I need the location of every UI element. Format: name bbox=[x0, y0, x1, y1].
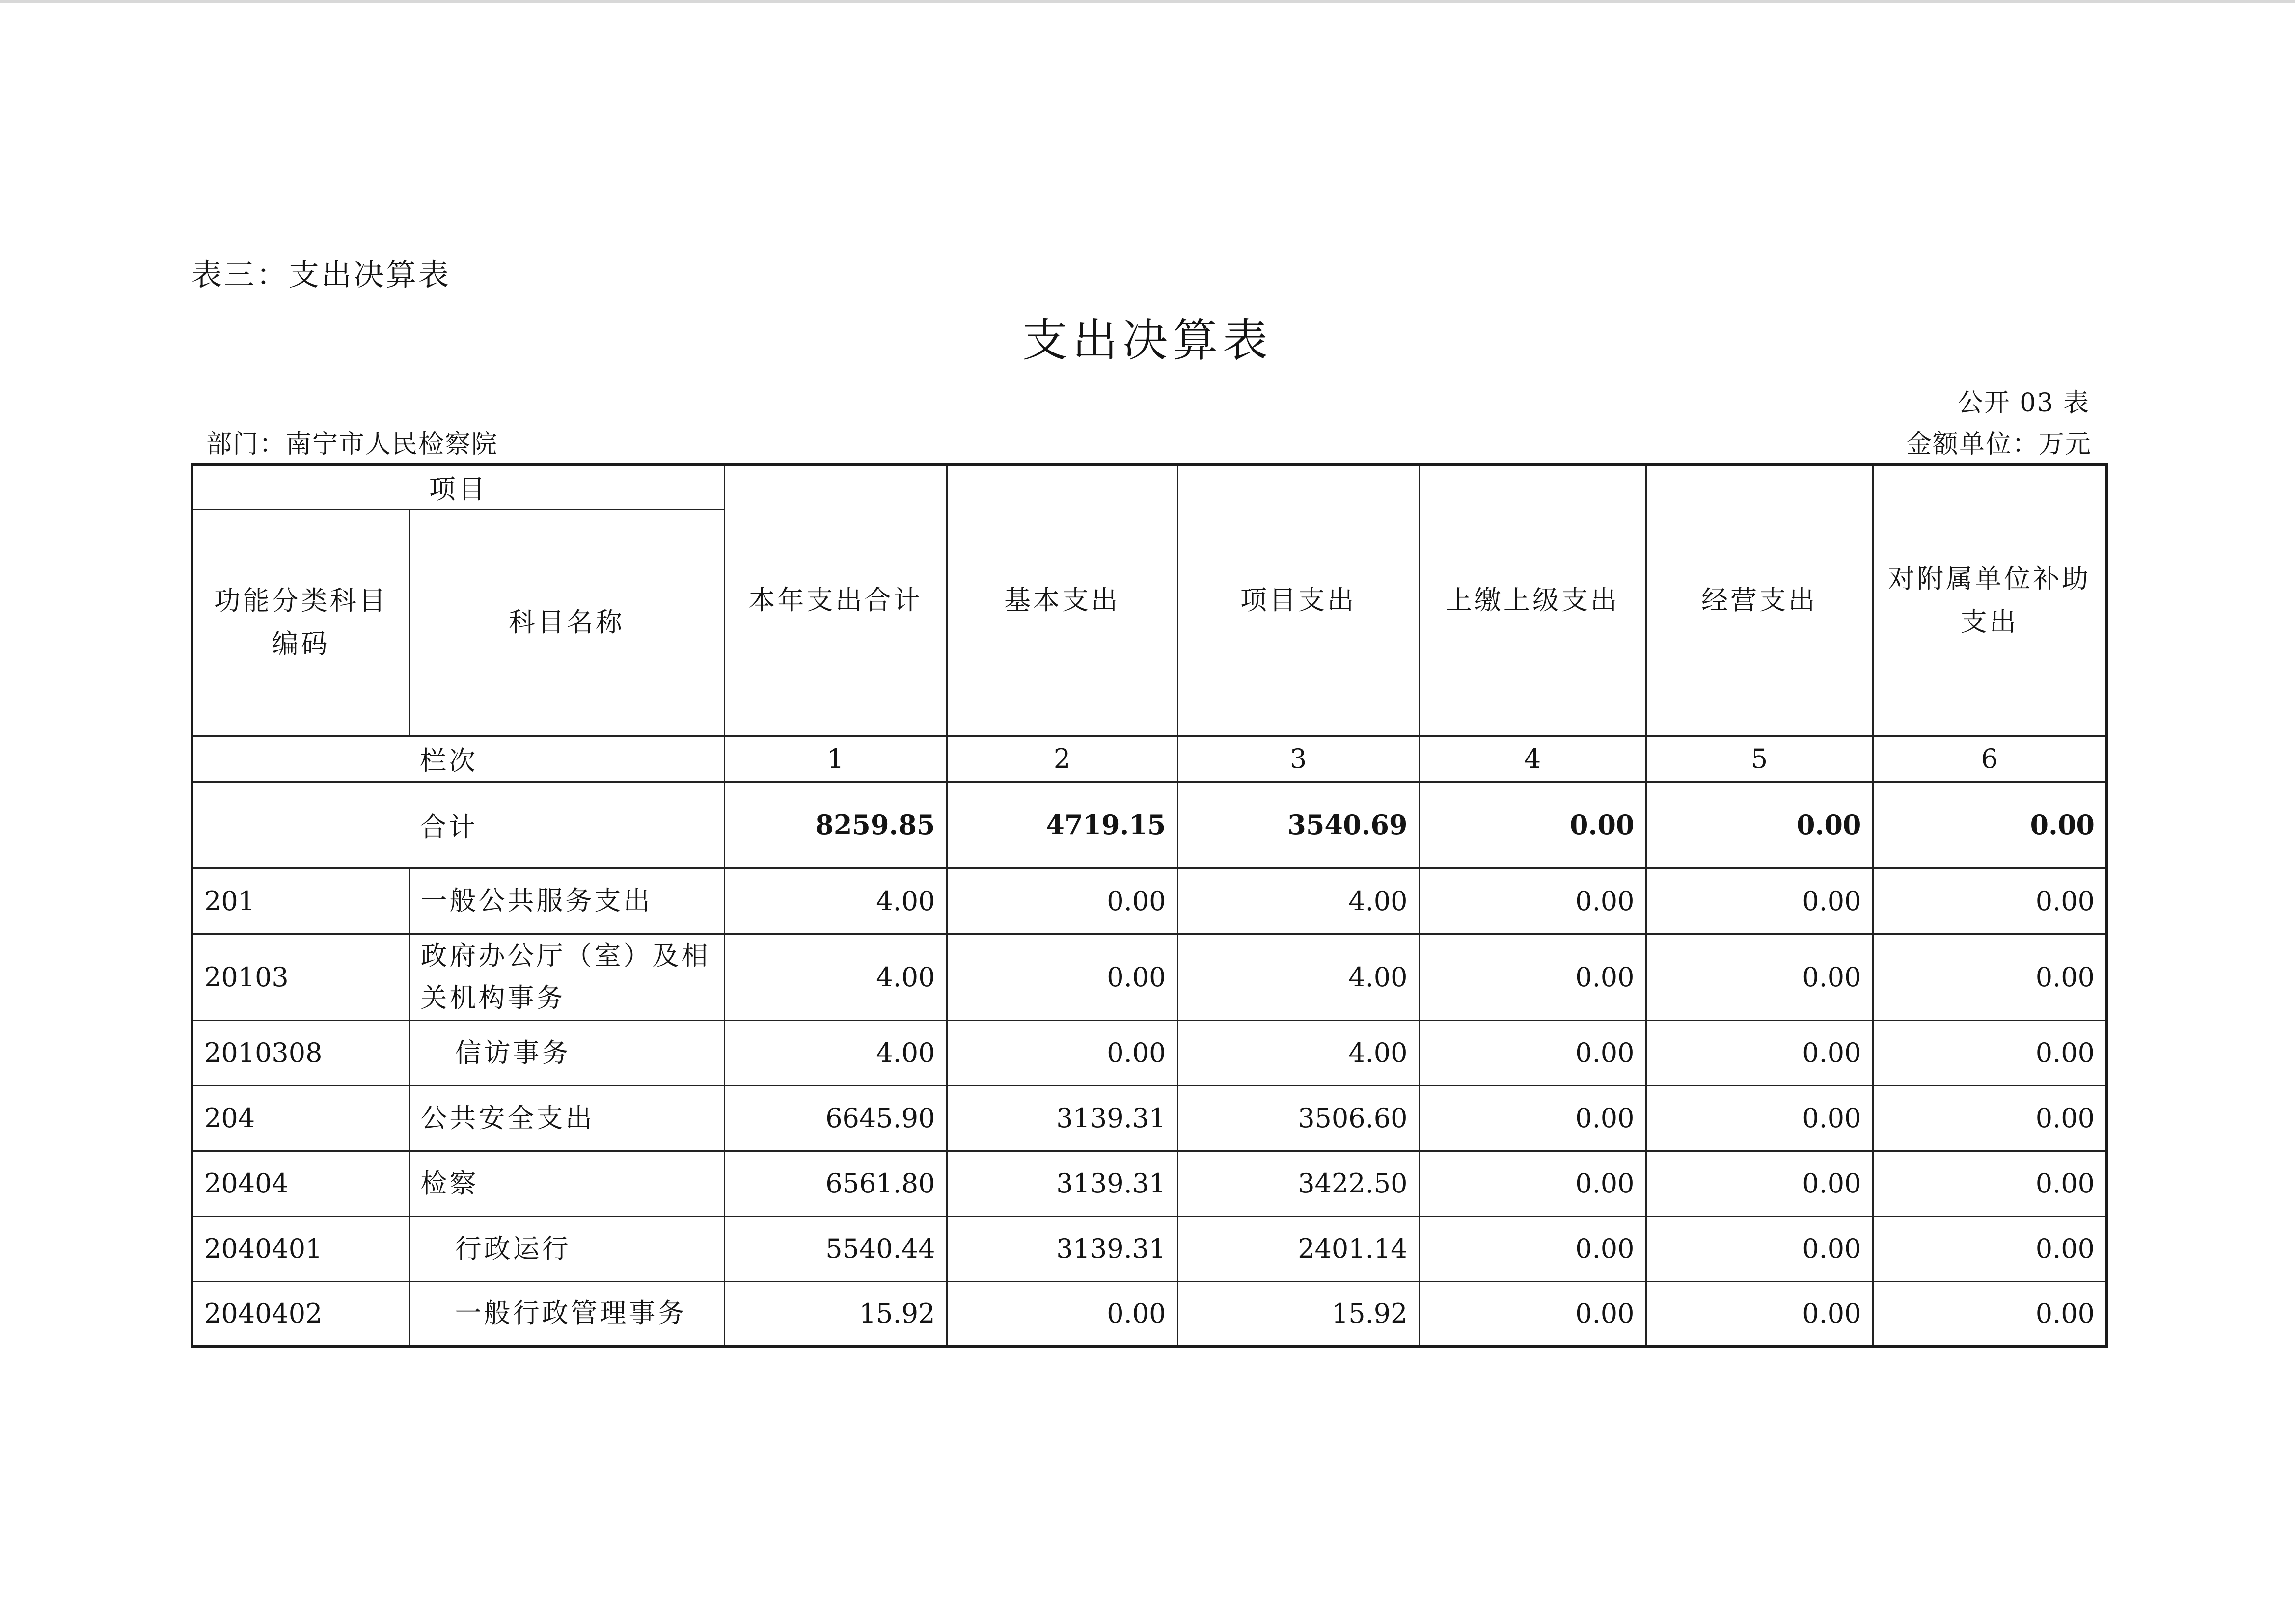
value-cell: 2401.14 bbox=[1177, 1216, 1419, 1281]
value-cell: 3139.31 bbox=[947, 1085, 1177, 1151]
scan-edge bbox=[0, 0, 2295, 3]
code-header: 功能分类科目编码 bbox=[192, 509, 409, 736]
value-cell: 0.00 bbox=[1419, 1085, 1646, 1151]
subject-name: 公共安全支出 bbox=[409, 1085, 724, 1151]
value-cell: 0.00 bbox=[1646, 1281, 1873, 1346]
subject-code: 2040402 bbox=[192, 1281, 409, 1346]
column-header-subsidiary: 对附属单位补助支出 bbox=[1873, 464, 2107, 736]
total-cell: 4719.15 bbox=[947, 782, 1177, 868]
value-cell: 0.00 bbox=[1873, 1020, 2107, 1085]
index-spacer bbox=[192, 736, 409, 782]
total-cell: 8259.85 bbox=[724, 782, 947, 868]
table-row bbox=[192, 1216, 2107, 1281]
value-cell: 4.00 bbox=[724, 934, 947, 1020]
value-cell: 0.00 bbox=[1419, 868, 1646, 934]
form-number: 公开 03 表 bbox=[1957, 388, 2090, 418]
value-cell: 0.00 bbox=[1646, 934, 1873, 1020]
subject-name: 行政运行 bbox=[409, 1216, 724, 1281]
value-cell: 6561.80 bbox=[724, 1151, 947, 1216]
value-cell: 0.00 bbox=[947, 868, 1177, 934]
subject-name: 信访事务 bbox=[409, 1020, 724, 1085]
value-cell: 0.00 bbox=[1873, 868, 2107, 934]
expenditure-table bbox=[191, 463, 2108, 1348]
value-cell: 4.00 bbox=[1177, 1020, 1419, 1085]
total-cell: 0.00 bbox=[1419, 782, 1646, 868]
subject-name: 一般行政管理事务 bbox=[409, 1281, 724, 1346]
index-row bbox=[192, 736, 2107, 782]
value-cell: 0.00 bbox=[1419, 1216, 1646, 1281]
total-row bbox=[192, 782, 2107, 868]
value-cell: 0.00 bbox=[947, 1020, 1177, 1085]
value-cell: 0.00 bbox=[947, 934, 1177, 1020]
value-cell: 4.00 bbox=[1177, 934, 1419, 1020]
page-title: 支出决算表 bbox=[1022, 314, 1273, 367]
index-cell: 2 bbox=[947, 736, 1177, 782]
value-cell: 0.00 bbox=[947, 1281, 1177, 1346]
subject-code: 20404 bbox=[192, 1151, 409, 1216]
value-cell: 0.00 bbox=[1646, 1151, 1873, 1216]
index-cell: 3 bbox=[1177, 736, 1419, 782]
amount-unit-label: 金额单位：万元 bbox=[1906, 430, 2092, 459]
subject-name: 一般公共服务支出 bbox=[409, 868, 724, 934]
total-spacer bbox=[192, 782, 409, 868]
value-cell: 3139.31 bbox=[947, 1216, 1177, 1281]
column-header-total: 本年支出合计 bbox=[724, 464, 947, 736]
value-cell: 0.00 bbox=[1873, 1216, 2107, 1281]
column-header-remit-upper: 上缴上级支出 bbox=[1419, 464, 1646, 736]
value-cell: 4.00 bbox=[724, 868, 947, 934]
value-cell: 0.00 bbox=[1873, 1151, 2107, 1216]
total-label: 合计 bbox=[409, 782, 724, 868]
value-cell: 0.00 bbox=[1646, 1020, 1873, 1085]
value-cell: 6645.90 bbox=[724, 1085, 947, 1151]
value-cell: 0.00 bbox=[1419, 1020, 1646, 1085]
subject-code: 204 bbox=[192, 1085, 409, 1151]
value-cell: 0.00 bbox=[1646, 1085, 1873, 1151]
index-cell: 5 bbox=[1646, 736, 1873, 782]
value-cell: 15.92 bbox=[1177, 1281, 1419, 1346]
table-row bbox=[192, 934, 2107, 1020]
column-header-business: 经营支出 bbox=[1646, 464, 1873, 736]
subject-code: 201 bbox=[192, 868, 409, 934]
value-cell: 0.00 bbox=[1873, 1085, 2107, 1151]
index-cell: 6 bbox=[1873, 736, 2107, 782]
value-cell: 0.00 bbox=[1419, 1281, 1646, 1346]
subject-code: 20103 bbox=[192, 934, 409, 1020]
total-cell: 3540.69 bbox=[1177, 782, 1419, 868]
value-cell: 4.00 bbox=[724, 1020, 947, 1085]
table-row bbox=[192, 1151, 2107, 1216]
index-cell: 1 bbox=[724, 736, 947, 782]
value-cell: 0.00 bbox=[1646, 868, 1873, 934]
header-row-project bbox=[192, 464, 2107, 509]
table-row bbox=[192, 1020, 2107, 1085]
value-cell: 0.00 bbox=[1646, 1216, 1873, 1281]
value-cell: 0.00 bbox=[1419, 934, 1646, 1020]
table-row bbox=[192, 868, 2107, 934]
total-cell: 0.00 bbox=[1646, 782, 1873, 868]
department-label: 部门：南宁市人民检察院 bbox=[206, 430, 498, 459]
value-cell: 3506.60 bbox=[1177, 1085, 1419, 1151]
value-cell: 4.00 bbox=[1177, 868, 1419, 934]
index-label: 栏次 bbox=[409, 736, 724, 782]
project-header: 项目 bbox=[192, 464, 724, 509]
column-header-project: 项目支出 bbox=[1177, 464, 1419, 736]
table-caption: 表三：支出决算表 bbox=[191, 257, 451, 293]
value-cell: 3422.50 bbox=[1177, 1151, 1419, 1216]
table-row bbox=[192, 1085, 2107, 1151]
subject-name: 检察 bbox=[409, 1151, 724, 1216]
total-cell: 0.00 bbox=[1873, 782, 2107, 868]
index-cell: 4 bbox=[1419, 736, 1646, 782]
value-cell: 5540.44 bbox=[724, 1216, 947, 1281]
value-cell: 15.92 bbox=[724, 1281, 947, 1346]
value-cell: 3139.31 bbox=[947, 1151, 1177, 1216]
subject-code: 2010308 bbox=[192, 1020, 409, 1085]
value-cell: 0.00 bbox=[1419, 1151, 1646, 1216]
column-header-basic: 基本支出 bbox=[947, 464, 1177, 736]
subject-name: 政府办公厅（室）及相关机构事务 bbox=[409, 934, 724, 1020]
value-cell: 0.00 bbox=[1873, 934, 2107, 1020]
table-row bbox=[192, 1281, 2107, 1346]
subject-code: 2040401 bbox=[192, 1216, 409, 1281]
name-header: 科目名称 bbox=[409, 509, 724, 736]
value-cell: 0.00 bbox=[1873, 1281, 2107, 1346]
